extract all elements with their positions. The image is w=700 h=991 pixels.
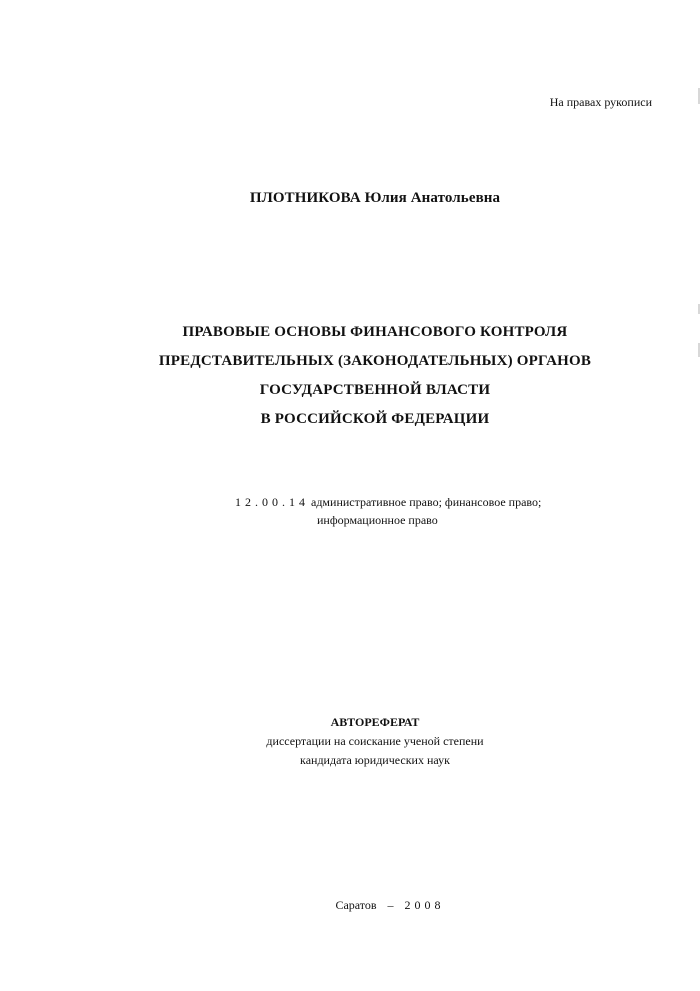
footer-place-year bbox=[0, 898, 700, 913]
author-name: ПЛОТНИКОВА Юлия Анатольевна bbox=[249, 190, 501, 206]
abstract-line-2: кандидата юридических наук bbox=[300, 753, 450, 767]
title-line-1: ПРАВОВЫЕ ОСНОВЫ ФИНАНСОВОГО КОНТРОЛЯ bbox=[182, 324, 568, 340]
footer-dash: – bbox=[387, 898, 394, 912]
rights-note: На правах рукописи bbox=[549, 95, 652, 109]
abstract-title: АВТОРЕФЕРАТ bbox=[330, 715, 420, 729]
specialty-code: 12.00.14 bbox=[235, 495, 309, 509]
specialty-description-line-2: информационное право bbox=[317, 513, 438, 527]
title-line-3: ГОСУДАРСТВЕННОЙ ВЛАСТИ bbox=[259, 382, 491, 398]
title-line-4: В РОССИЙСКОЙ ФЕДЕРАЦИИ bbox=[260, 411, 490, 427]
specialty-description-line-1: административное право; финансовое право; bbox=[311, 495, 542, 509]
footer-city: Саратов bbox=[335, 898, 377, 912]
document-title bbox=[0, 318, 700, 434]
abstract-line-1: диссертации на соискание ученой степени bbox=[266, 734, 484, 748]
title-line-2: ПРЕДСТАВИТЕЛЬНЫХ (ЗАКОНОДАТЕЛЬНЫХ) ОРГАНОВ bbox=[158, 353, 592, 369]
specialty-block bbox=[235, 493, 541, 529]
footer-year: 2008 bbox=[404, 898, 445, 912]
abstract-block bbox=[0, 713, 700, 770]
